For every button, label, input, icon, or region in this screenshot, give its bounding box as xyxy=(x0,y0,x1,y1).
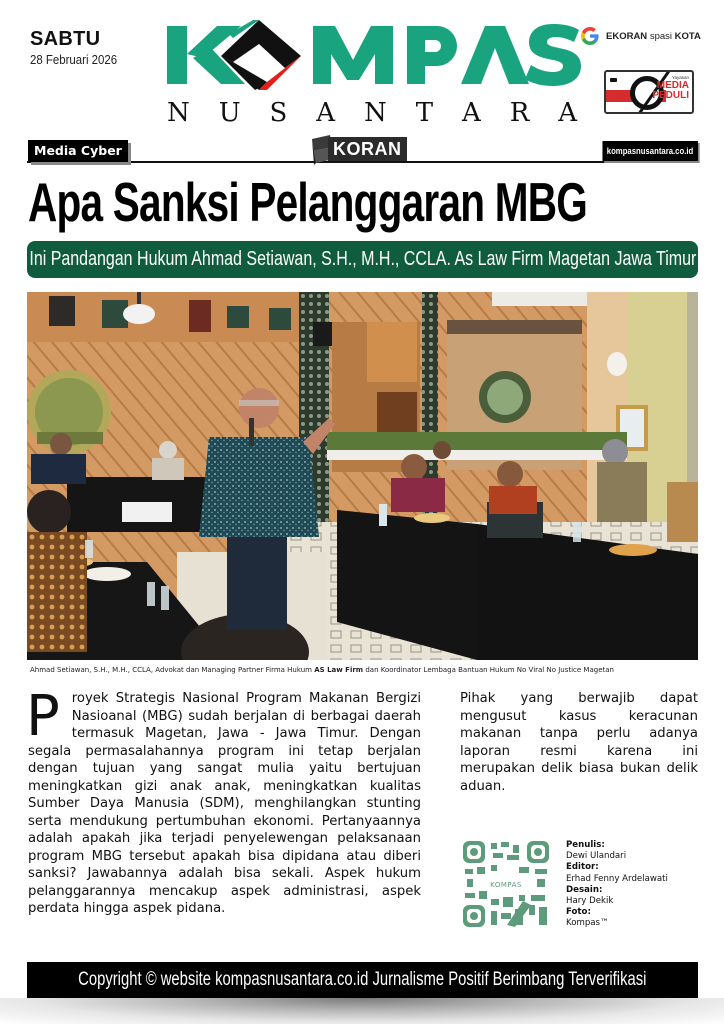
kompas-nusantara-logo[interactable] xyxy=(163,18,583,128)
logo-letter: S xyxy=(269,98,288,128)
logo-letter: N xyxy=(167,98,190,128)
copyright-footer xyxy=(27,962,698,998)
spasi-word: spasi xyxy=(649,30,672,42)
credit-label-penulis: Penulis: xyxy=(566,840,605,850)
subtitle-banner xyxy=(27,241,698,278)
photo-illustration xyxy=(27,292,698,660)
kompas-wordmark xyxy=(163,18,583,90)
kota-word: KOTA xyxy=(674,30,701,42)
credits-block xyxy=(566,840,668,930)
logo-letter: A xyxy=(461,98,481,128)
article-body-left xyxy=(26,684,421,918)
logo-nusantara-text xyxy=(167,98,577,128)
subtitle-text: Ini Pandangan Hukum Ahmad Setiawan, S.H., M.H., CCLA. As Law Firm Magetan Jawa Timur xyxy=(29,248,696,270)
media-cyber-badge: Media Cyber xyxy=(28,140,128,162)
koran-label: KORAN xyxy=(328,137,407,161)
ekoran-spasi-kota-partner[interactable] xyxy=(580,26,701,46)
logo-letter: T xyxy=(415,98,434,128)
logo-letter: A xyxy=(316,98,336,128)
logo-letter: U xyxy=(218,98,241,128)
credit-value-penulis: Dewi Ulandari xyxy=(566,851,627,862)
logo-letter: R xyxy=(509,98,530,128)
article-body-right: Pihak yang berwajib dapat mengusut kasus keracunan makanan tanpa perlu adanya laporan resmi karena ini merupakan delik biasa bukan delik aduan. xyxy=(460,691,698,794)
drop-cap: P xyxy=(26,684,60,749)
ekoran-word: EKORAN xyxy=(606,30,648,42)
google-g-icon xyxy=(580,26,600,46)
credit-label-foto: Foto: xyxy=(566,907,591,918)
credit-label-editor: Editor: xyxy=(566,862,599,873)
headline: Apa Sanksi Pelanggaran MBG xyxy=(28,172,587,234)
camera-flash-icon xyxy=(610,78,617,82)
caption-text-end: dan Koordinator Lembaga Bantuan Hukum No Viral No Justice Magetan xyxy=(363,666,614,674)
logo-letter: N xyxy=(364,98,387,128)
credit-value-foto: Kompas™ xyxy=(566,918,609,929)
caption-text: Ahmad Setiawan, S.H., M.H., CCLA, Advokat dan Managing Partner Firma Hukum xyxy=(30,666,315,674)
date-label: 28 Februari 2026 xyxy=(30,52,118,67)
qr-label: KOMPAS xyxy=(490,881,522,889)
ekoran-spasi-kota-text xyxy=(606,31,701,42)
koran-badge xyxy=(308,133,420,167)
peduli-word: PEDULI xyxy=(652,90,689,101)
day-label: SABTU xyxy=(30,28,101,50)
caption-firm: AS Law Firm xyxy=(314,666,364,674)
credit-label-desain: Desain: xyxy=(566,884,603,895)
photo-caption xyxy=(30,666,698,674)
article-photo[interactable] xyxy=(27,292,698,660)
media-peduli-logo[interactable] xyxy=(604,70,694,114)
copyright-text: Copyright © website kompasnusantara.co.id Jurnalisme Positif Berimbang Terverifikasi xyxy=(78,969,647,990)
logo-letter: A xyxy=(558,98,577,128)
media-peduli-title xyxy=(652,81,689,101)
qr-code-icon[interactable] xyxy=(461,839,551,929)
footer-shadow xyxy=(0,998,724,1024)
credit-value-editor: Erhad Fenny Ardelawati xyxy=(566,873,668,884)
site-url-badge[interactable]: kompasnusantara.co.id xyxy=(603,141,698,161)
credit-value-desain: Hary Dekik xyxy=(566,896,614,907)
yayasan-label: Yayasan xyxy=(671,75,689,80)
media-word: MEDIA xyxy=(656,80,689,91)
body-text-left: royek Strategis Nasional Program Makanan Bergizi Nasioanal (MBG) sudah berjalan di berbagai daerah termasuk Magetan, Jawa - Jawa Timur. Dengan segala permasalahannya program ini tetap berjalan dengan tujuan yang sangat mulia yaitu bertujuan meningkatkan gizi anak anak, meningkatkan kualitas Sumber Daya Manusia (SDM), menghilangkan stunting serta mendukung pertumbuhan ekonomi. Pertanyaannya adalah apakah jika terjadi penyelewengan pelaksanaan program MBG tersebut apakah bisa dipidana atau diberi sanksi? Jawabannya adalah bisa sekali. Aspek hukum pelanggarannya mencakup aspek administrasi, aspek perdata hingga aspek pidana. xyxy=(28,691,421,916)
